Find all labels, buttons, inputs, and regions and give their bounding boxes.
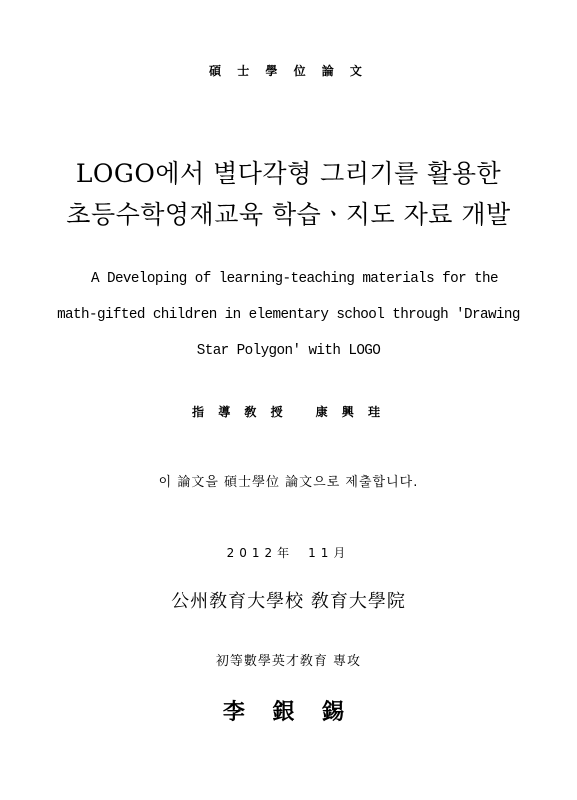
advisor-name: 康 興 珪 (315, 405, 385, 419)
advisor-line (0, 403, 577, 420)
date-year: 2012年 (226, 546, 295, 560)
korean-title-line-1: LOGO에서 별다각형 그리기를 활용한 (75, 159, 502, 188)
english-title-line-1: A Developing of learning-teaching materials for the (91, 271, 498, 287)
english-title-line-2: math-gifted children in elementary school through 'Drawing (57, 307, 520, 323)
date-month: 11月 (308, 546, 351, 560)
submission-statement: 이 論文을 碩士學位 論文으로 제출합니다. (158, 475, 419, 490)
major-name: 初等數學英才敎育 專攻 (215, 654, 362, 669)
author-name: 李 銀 錫 (222, 700, 355, 725)
advisor-label: 指 導 敎 授 (192, 405, 288, 419)
korean-title-line-2: 초등수학영재교육 학습ㆍ지도 자료 개발 (66, 200, 511, 229)
university-name: 公州敎育大學校 敎育大學院 (171, 591, 406, 612)
english-title-line-3: Star Polygon' with LOGO (196, 343, 381, 359)
submission-date (0, 544, 577, 561)
degree-label: 碩 士 學 位 論 文 (209, 64, 368, 78)
